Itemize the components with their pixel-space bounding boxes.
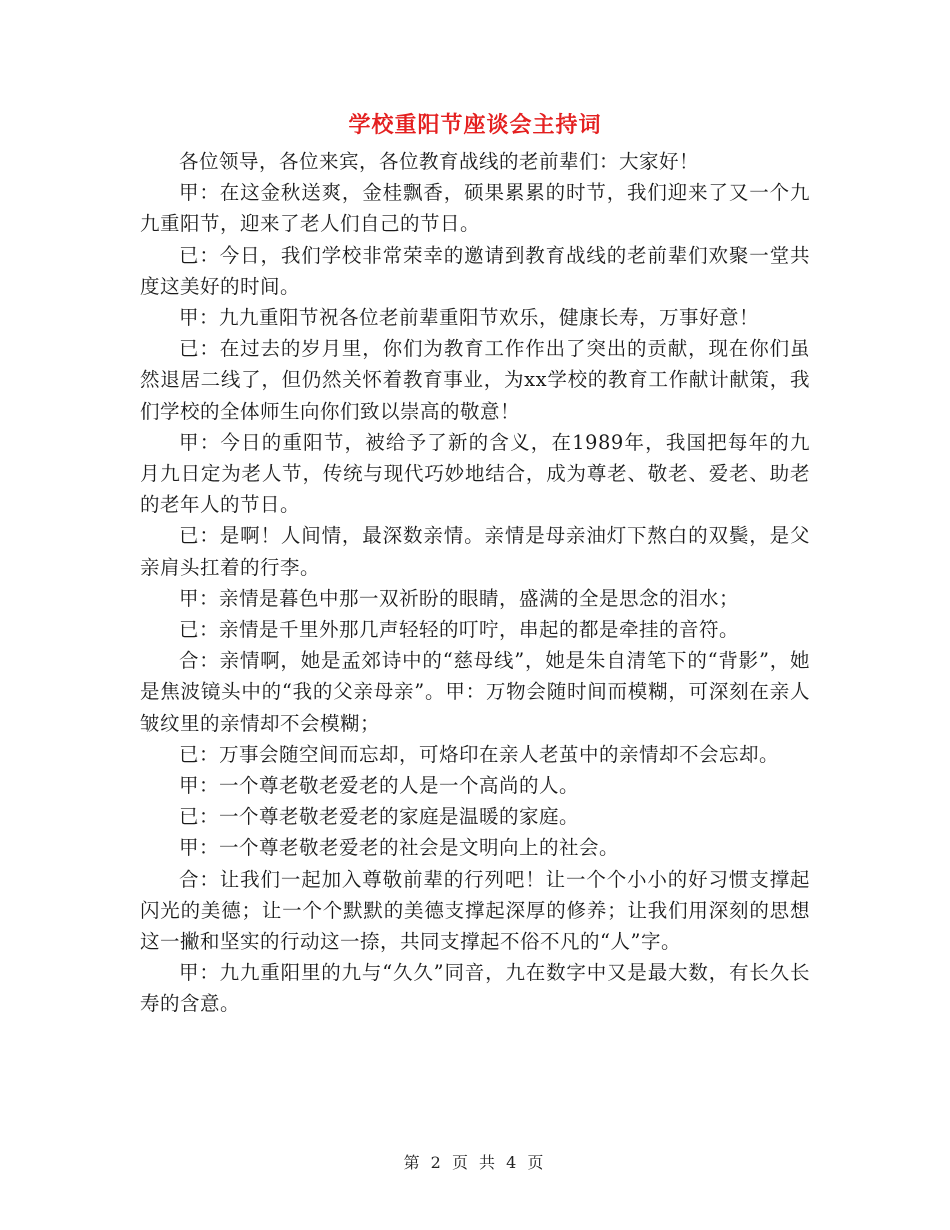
paragraph: 已：一个尊老敬老爱老的家庭是温暖的家庭。 <box>179 805 580 829</box>
document-title: 学校重阳节座谈会主持词 <box>348 113 602 138</box>
paragraph: 合：亲情啊，她是孟郊诗中的“慈母线”，她是朱自清笔下的“背影”，她是焦波镜头中的“我的父亲母亲”。甲：万物会随时间而模糊，可深刻在亲人皱纹里的亲情却不会模糊； <box>140 649 810 735</box>
paragraph: 已：今日，我们学校非常荣幸的邀请到教育战线的老前辈们欢聚一堂共度这美好的时间。 <box>140 243 810 298</box>
paragraph: 各位领导，各位来宾，各位教育战线的老前辈们：大家好！ <box>179 150 700 173</box>
paragraph: 甲：今日的重阳节，被给予了新的含义，在1989年，我国把每年的九月九日定为老人节，传统与现代巧妙地结合，成为尊老、敬老、爱老、助老的老年人的节日。 <box>140 430 810 517</box>
paragraph: 已：万事会随空间而忘却，可烙印在亲人老茧中的亲情却不会忘却。 <box>179 742 780 766</box>
paragraph: 甲：一个尊老敬老爱老的社会是文明向上的社会。 <box>179 836 620 860</box>
paragraph: 甲：九九重阳里的九与“久久”同音，九在数字中又是最大数，有长久长寿的含意。 <box>140 961 810 1016</box>
page-number-footer: 第 2 页 共 4 页 <box>403 1153 547 1172</box>
document-body <box>140 146 810 1020</box>
paragraph: 已：在过去的岁月里，你们为教育工作作出了突出的贡献，现在你们虽然退居二线了，但仍然关怀着教育事业，为xx学校的教育工作献计献策，我们学校的全体师生向你们致以崇高的敬意！ <box>140 337 810 423</box>
paragraph: 已：是啊！人间情，最深数亲情。亲情是母亲油灯下熬白的双鬓，是父亲肩头扛着的行李。 <box>140 524 810 579</box>
paragraph: 甲：在这金秋送爽，金桂飘香，硕果累累的时节，我们迎来了又一个九九重阳节，迎来了老人们自己的节日。 <box>140 181 810 236</box>
paragraph: 合：让我们一起加入尊敬前辈的行列吧！让一个个小小的好习惯支撑起闪光的美德；让一个个默默的美德支撑起深厚的修养；让我们用深刻的思想这一撇和坚实的行动这一捺，共同支撑起不俗不凡的“人”字。 <box>140 867 810 954</box>
paragraph: 甲：一个尊老敬老爱老的人是一个高尚的人。 <box>179 774 580 798</box>
paragraph: 已：亲情是千里外那几声轻轻的叮咛，串起的都是牵挂的音符。 <box>179 618 740 642</box>
paragraph: 甲：九九重阳节祝各位老前辈重阳节欢乐，健康长寿，万事好意！ <box>179 306 760 330</box>
paragraph: 甲：亲情是暮色中那一双祈盼的眼睛，盛满的全是思念的泪水； <box>179 586 740 610</box>
